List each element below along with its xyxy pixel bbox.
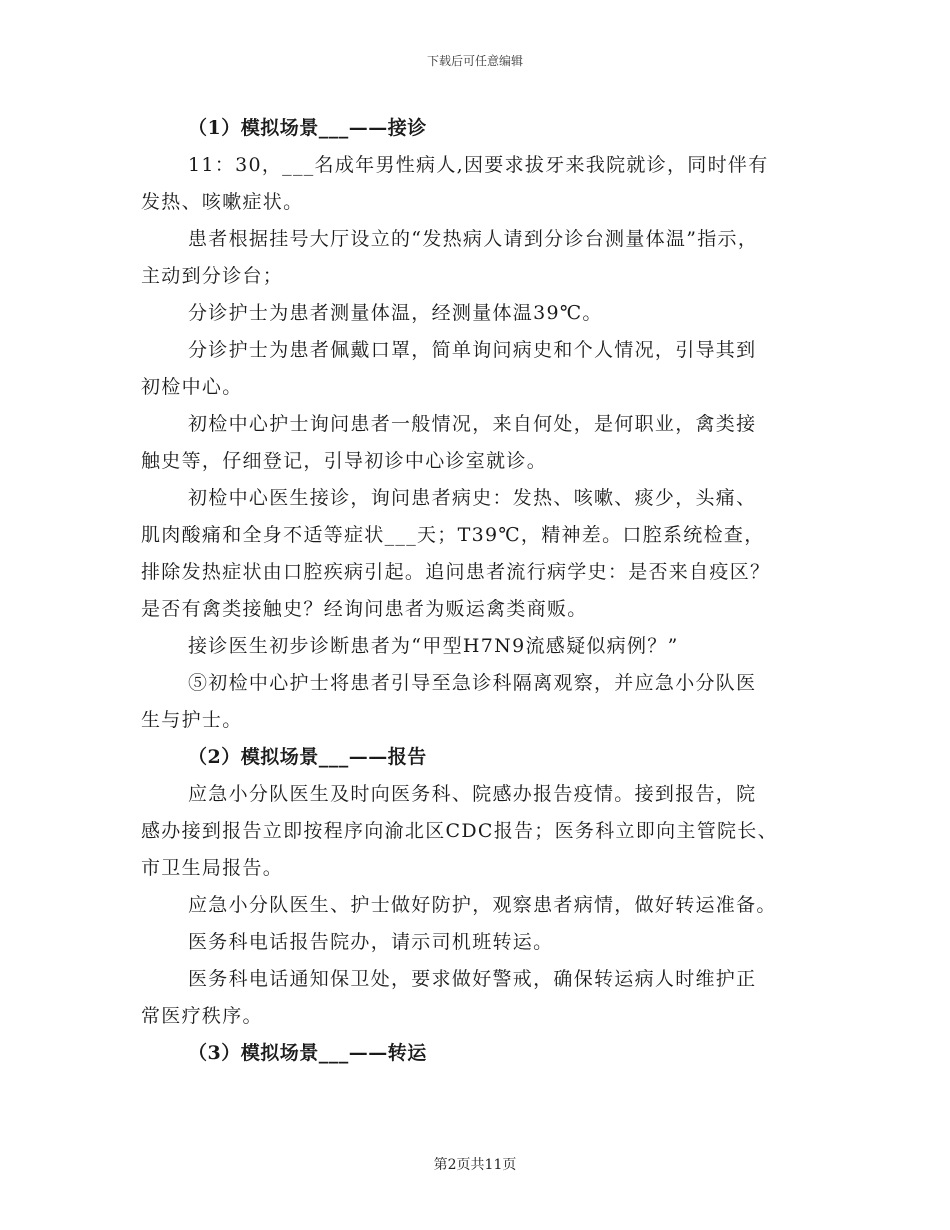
paragraph-line: 常医疗秩序。 bbox=[141, 1005, 263, 1027]
document-body bbox=[141, 110, 813, 1072]
paragraph-line: 肌肉酸痛和全身不适等症状___天；T39℃，精神差。口腔系统检查， bbox=[141, 524, 765, 546]
page-header: 下载后可任意编辑 bbox=[426, 54, 523, 68]
paragraph-line: 市卫生局报告。 bbox=[141, 857, 284, 879]
paragraph-line: 应急小分队医生及时向医务科、院感办报告疫情。接到报告，院 bbox=[188, 783, 757, 805]
paragraph-line: ⑤初检中心护士将患者引导至急诊科隔离观察，并应急小分队医 bbox=[188, 672, 757, 694]
paragraph-line: 生与护士。 bbox=[141, 709, 243, 731]
paragraph-line: 触史等，仔细登记，引导初诊中心诊室就诊。 bbox=[141, 450, 548, 472]
section-heading: （3）模拟场景___——转运 bbox=[188, 1042, 427, 1064]
page-number: 第2页共11页 bbox=[433, 1157, 517, 1173]
paragraph-line: 发热、咳嗽症状。 bbox=[141, 191, 304, 213]
paragraph-line: 初检中心。 bbox=[141, 376, 243, 398]
paragraph-line: 初检中心医生接诊，询问患者病史：发热、咳嗽、痰少，头痛、 bbox=[188, 487, 757, 509]
paragraph-line: 医务科电话报告院办，请示司机班转运。 bbox=[188, 931, 554, 953]
paragraph-line: 初检中心护士询问患者一般情况，来自何处，是何职业，禽类接 bbox=[188, 413, 757, 435]
paragraph-line: 应急小分队医生、护士做好防护，观察患者病情，做好转运准备。 bbox=[188, 894, 777, 916]
paragraph-line: 11：30，___名成年男性病人,因要求拔牙来我院就诊，同时伴有 bbox=[188, 154, 769, 176]
paragraph-line: 是否有禽类接触史？经询问患者为贩运禽类商贩。 bbox=[141, 598, 588, 620]
paragraph-line: 排除发热症状由口腔疾病引起。追问患者流行病学史：是否来自疫区？ bbox=[141, 561, 771, 583]
section-heading: （2）模拟场景___——报告 bbox=[188, 746, 427, 768]
paragraph-line: 感办接到报告立即按程序向渝北区CDC报告；医务科立即向主管院长、 bbox=[141, 820, 778, 842]
paragraph-line: 接诊医生初步诊断患者为“甲型H7N9流感疑似病例？” bbox=[188, 635, 679, 657]
paragraph-line: 分诊护士为患者佩戴口罩，简单询问病史和个人情况，引导其到 bbox=[188, 339, 757, 361]
paragraph-line: 患者根据挂号大厅设立的“发热病人请到分诊台测量体温”指示， bbox=[188, 228, 759, 250]
section-heading: （1）模拟场景___——接诊 bbox=[188, 117, 427, 139]
paragraph-line: 医务科电话通知保卫处，要求做好警戒，确保转运病人时维护正 bbox=[188, 968, 757, 990]
paragraph-line: 主动到分诊台； bbox=[141, 265, 284, 287]
paragraph-line: 分诊护士为患者测量体温，经测量体温39℃。 bbox=[188, 302, 603, 324]
